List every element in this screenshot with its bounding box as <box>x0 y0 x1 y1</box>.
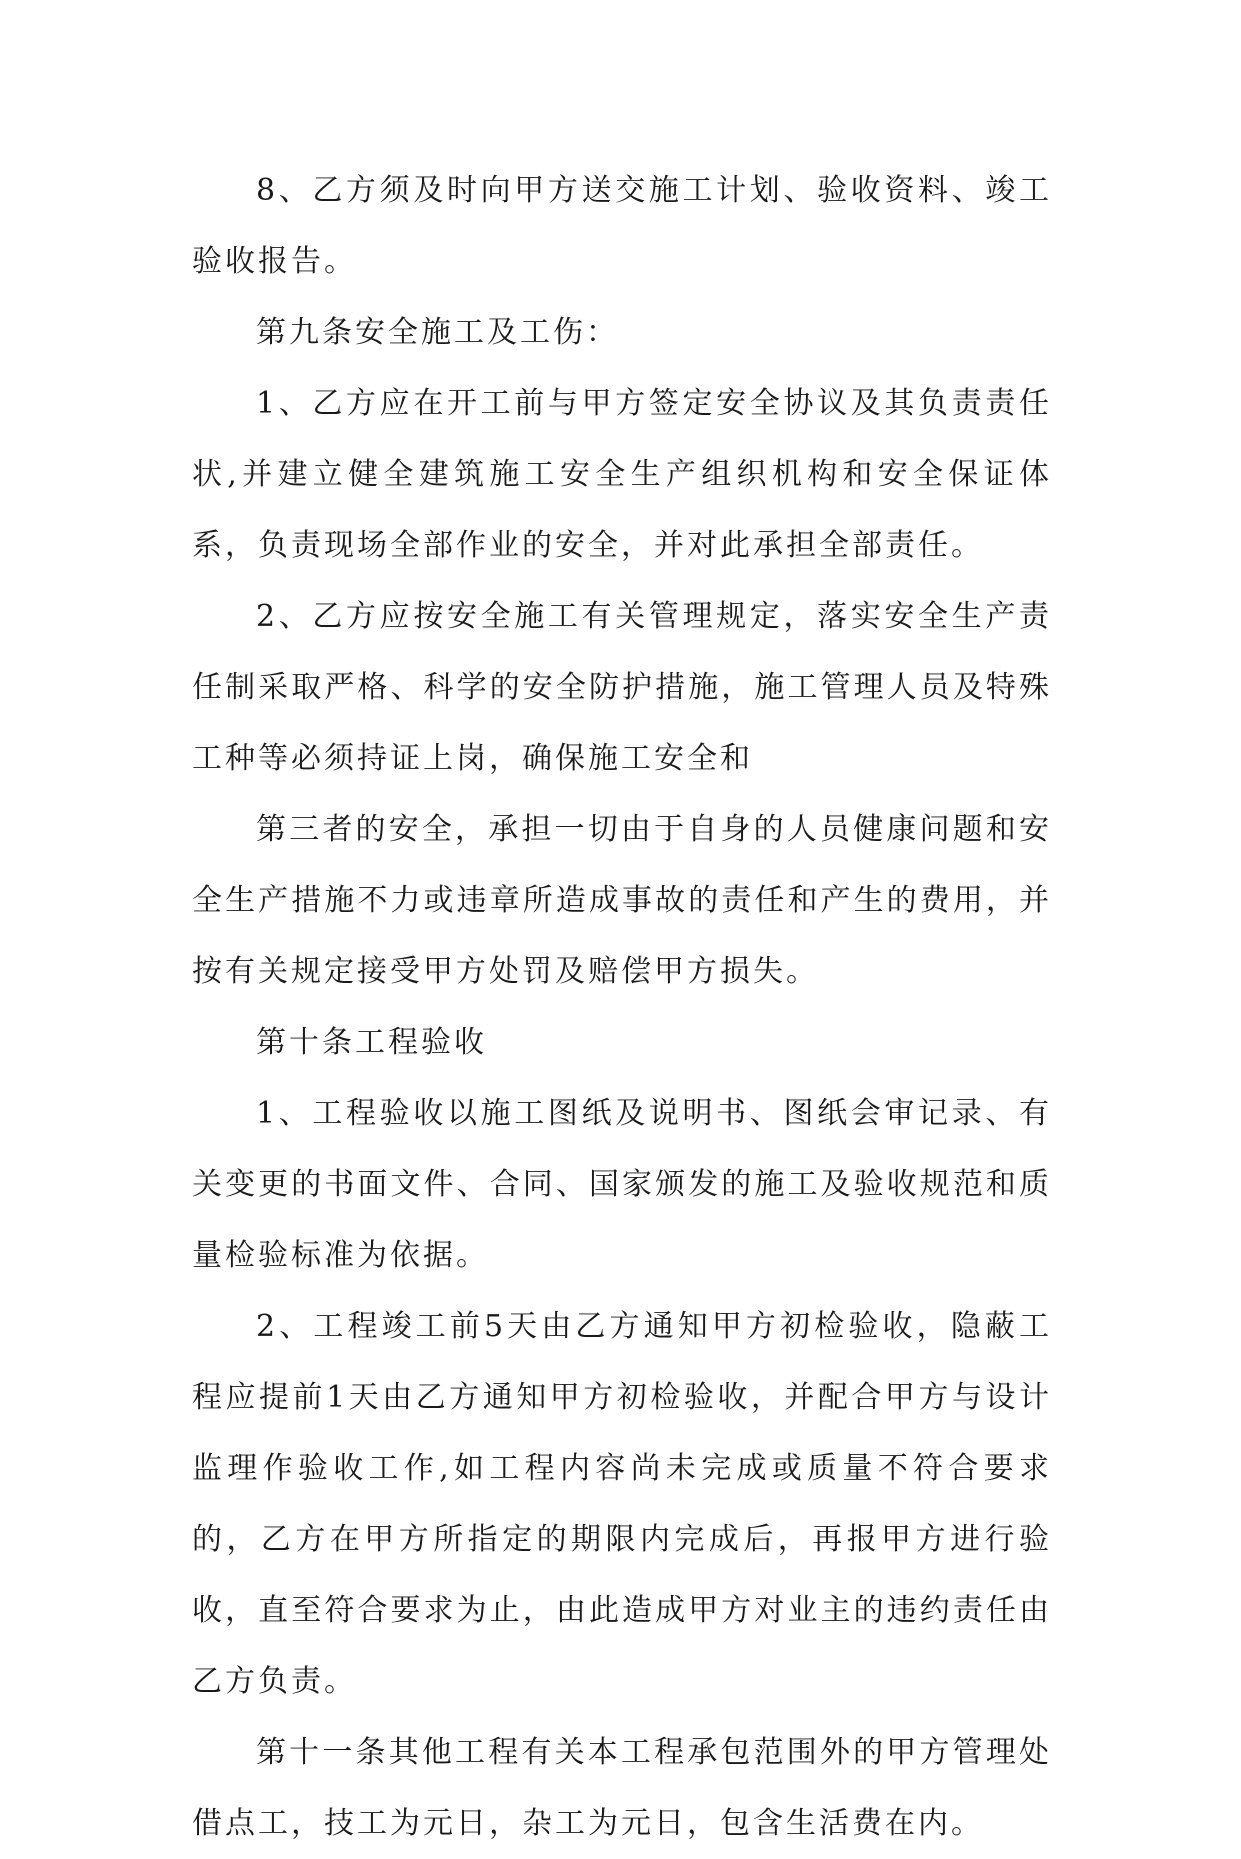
article-9-item-2-continued: 第三者的安全，承担一切由于自身的人员健康问题和安全生产措施不力或违章所造成事故的责任和产生的费用，并按有关规定接受甲方处罚及赔偿甲方损失。 <box>192 812 1052 989</box>
article-9-item-1: 1、乙方应在开工前与甲方签定安全协议及其负责责任状,并建立健全建筑施工安全生产组织机构和安全保证体系，负责现场全部作业的安全，并对此承担全部责任。 <box>192 386 1052 563</box>
document-body <box>192 155 1052 1859</box>
article-9-heading: 第九条安全施工及工伤： <box>256 315 619 350</box>
article-10-item-2: 2、工程竣工前5天由乙方通知甲方初检验收，隐蔽工程应提前1天由乙方通知甲方初检验收，并配合甲方与设计监理作验收工作,如工程内容尚未完成或质量不符合要求的，乙方在甲方所指定的期限内完成后，再报甲方进行验收，直至符合要求为止，由此造成甲方对业主的违约责任由乙方负责。 <box>192 1309 1052 1699</box>
article-10-item-1: 1、工程验收以施工图纸及说明书、图纸会审记录、有关变更的书面文件、合同、国家颁发的施工及验收规范和质量检验标准为依据。 <box>192 1096 1052 1273</box>
paragraph-item-8: 8、乙方须及时向甲方送交施工计划、验收资料、竣工验收报告。 <box>192 173 1052 279</box>
article-10-heading: 第十条工程验收 <box>256 1025 487 1060</box>
article-11-paragraph: 第十一条其他工程有关本工程承包范围外的甲方管理处借点工，技工为元日，杂工为元日，包含生活费在内。 <box>192 1735 1052 1841</box>
article-9-item-2: 2、乙方应按安全施工有关管理规定，落实安全生产责任制采取严格、科学的安全防护措施，施工管理人员及特殊工种等必须持证上岗，确保施工安全和 <box>192 599 1052 776</box>
